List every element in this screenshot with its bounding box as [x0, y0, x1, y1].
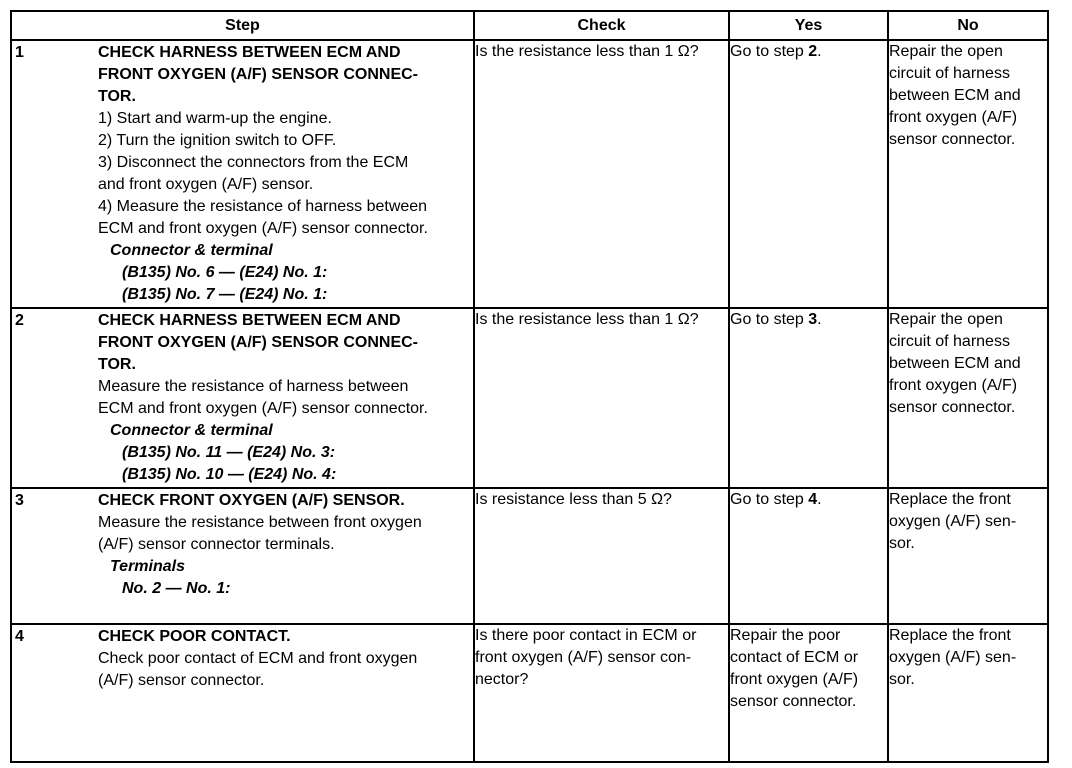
no-action-line: Repair the open: [889, 311, 1003, 328]
step-title-line: CHECK FRONT OXYGEN (A/F) SENSOR.: [98, 492, 405, 509]
step-instruction: 4) Measure the resistance of harness between: [98, 198, 428, 215]
step-cell: [11, 308, 474, 488]
yes-step-link[interactable]: 4: [808, 491, 818, 508]
step-cell: [11, 40, 474, 308]
table-row: [11, 40, 1048, 308]
no-action-line: Replace the front: [889, 491, 1011, 508]
step-title-line: CHECK HARNESS BETWEEN ECM AND: [98, 312, 401, 329]
step-cell: [11, 488, 474, 624]
header-step: Step: [11, 11, 474, 40]
step-instruction: Check poor contact of ECM and front oxygen: [98, 650, 418, 667]
no-action-line: circuit of harness: [889, 65, 1010, 82]
step-title-line: FRONT OXYGEN (A/F) SENSOR CONNEC-: [98, 334, 419, 351]
yes-cell: [729, 40, 888, 308]
table-row: [11, 308, 1048, 488]
yes-suffix: .: [817, 43, 822, 60]
no-action-line: Repair the open: [889, 43, 1003, 60]
table-row: [11, 488, 1048, 624]
check-cell: [474, 488, 729, 624]
step-instruction: ECM and front oxygen (A/F) sensor connector.: [98, 220, 428, 237]
step-instruction: 3) Disconnect the connectors from the ECM: [98, 154, 409, 171]
step-number: 1: [15, 44, 24, 61]
check-question: Is the resistance less than 1 Ω?: [475, 311, 699, 328]
check-question-line: Is there poor contact in ECM or: [475, 627, 697, 644]
step-content: [98, 489, 473, 600]
yes-action-line: sensor connector.: [730, 693, 857, 710]
header-yes: Yes: [729, 11, 888, 40]
step-instruction: (A/F) sensor connector.: [98, 672, 265, 689]
step-number: 2: [15, 312, 24, 329]
yes-suffix: .: [817, 311, 822, 328]
spec-item: (B135) No. 6 — (E24) No. 1:: [122, 264, 328, 281]
spec-item: (B135) No. 11 — (E24) No. 3:: [122, 444, 336, 461]
no-action-line: oxygen (A/F) sen-: [889, 649, 1017, 666]
yes-suffix: .: [817, 491, 822, 508]
no-action-line: oxygen (A/F) sen-: [889, 513, 1017, 530]
spec-item: No. 2 — No. 1:: [122, 580, 231, 597]
check-cell: [474, 308, 729, 488]
no-action-line: circuit of harness: [889, 333, 1010, 350]
step-instruction: Measure the resistance between front oxygen: [98, 514, 422, 531]
step-number: 3: [15, 492, 24, 509]
spec-label: Connector & terminal: [110, 422, 273, 439]
no-action-line: front oxygen (A/F): [889, 109, 1018, 126]
yes-action-line: Repair the poor: [730, 627, 841, 644]
yes-prefix: Go to step: [730, 311, 809, 328]
step-content: [98, 625, 473, 692]
spec-label: Connector & terminal: [110, 242, 273, 259]
yes-cell: [729, 624, 888, 762]
no-action-line: between ECM and: [889, 355, 1021, 372]
check-cell: [474, 40, 729, 308]
yes-prefix: Go to step: [730, 43, 809, 60]
step-instruction: Measure the resistance of harness between: [98, 378, 409, 395]
spec-label: Terminals: [110, 558, 185, 575]
no-cell: [888, 40, 1048, 308]
check-question-line: front oxygen (A/F) sensor con-: [475, 649, 692, 666]
header-row: [11, 11, 1048, 40]
no-action-line: sensor connector.: [889, 399, 1016, 416]
step-number: 4: [15, 628, 24, 645]
step-content: [98, 41, 473, 306]
table-row: [11, 624, 1048, 762]
step-instruction: (A/F) sensor connector terminals.: [98, 536, 335, 553]
diagnostic-table: [10, 10, 1049, 763]
no-cell: [888, 624, 1048, 762]
no-cell: [888, 488, 1048, 624]
spec-item: (B135) No. 7 — (E24) No. 1:: [122, 286, 328, 303]
yes-cell: [729, 308, 888, 488]
step-content: [98, 309, 473, 486]
no-action-line: front oxygen (A/F): [889, 377, 1018, 394]
no-action-line: between ECM and: [889, 87, 1021, 104]
header-no: No: [888, 11, 1048, 40]
yes-cell: [729, 488, 888, 624]
yes-action-line: contact of ECM or: [730, 649, 859, 666]
step-instruction: 1) Start and warm-up the engine.: [98, 110, 332, 127]
yes-prefix: Go to step: [730, 491, 809, 508]
no-cell: [888, 308, 1048, 488]
step-instruction: and front oxygen (A/F) sensor.: [98, 176, 314, 193]
no-action-line: Replace the front: [889, 627, 1011, 644]
step-instruction: ECM and front oxygen (A/F) sensor connector.: [98, 400, 428, 417]
step-title-line: CHECK POOR CONTACT.: [98, 628, 291, 645]
step-title-line: FRONT OXYGEN (A/F) SENSOR CONNEC-: [98, 66, 419, 83]
no-action-line: sensor connector.: [889, 131, 1016, 148]
header-check: Check: [474, 11, 729, 40]
check-cell: [474, 624, 729, 762]
yes-step-link[interactable]: 2: [808, 43, 818, 60]
check-question-line: nector?: [475, 671, 529, 688]
yes-action-line: front oxygen (A/F): [730, 671, 859, 688]
check-question: Is resistance less than 5 Ω?: [475, 491, 672, 508]
check-question: Is the resistance less than 1 Ω?: [475, 43, 699, 60]
spec-item: (B135) No. 10 — (E24) No. 4:: [122, 466, 337, 483]
step-cell: [11, 624, 474, 762]
no-action-line: sor.: [889, 535, 915, 552]
step-title-line: CHECK HARNESS BETWEEN ECM AND: [98, 44, 401, 61]
step-instruction: 2) Turn the ignition switch to OFF.: [98, 132, 337, 149]
no-action-line: sor.: [889, 671, 915, 688]
yes-step-link[interactable]: 3: [808, 311, 818, 328]
step-title-line: TOR.: [98, 88, 136, 105]
step-title-line: TOR.: [98, 356, 136, 373]
